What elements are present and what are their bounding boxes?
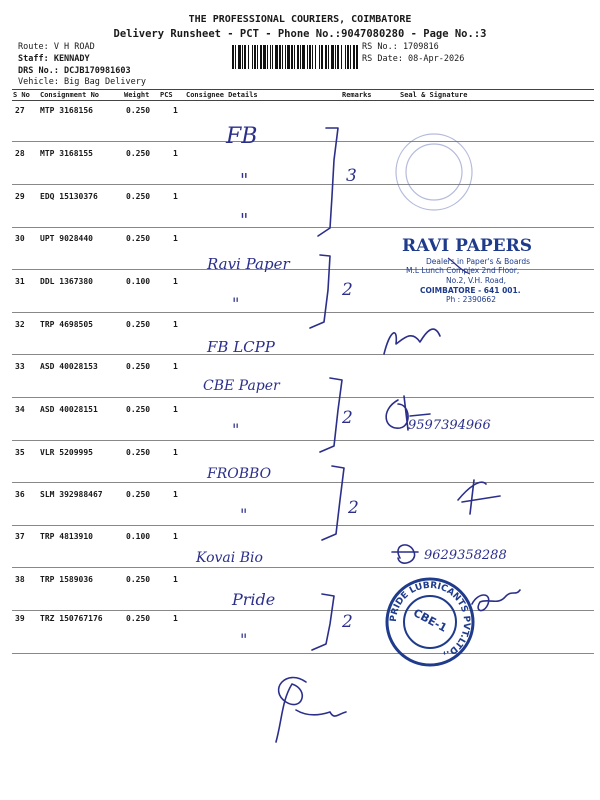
col-seal-signature: Seal & Signature bbox=[400, 91, 468, 99]
row-sno: 27 bbox=[15, 106, 25, 115]
row-pcs: 1 bbox=[173, 614, 178, 623]
handwritten-count: 3 bbox=[346, 166, 357, 186]
faded-seal-inner bbox=[406, 144, 462, 200]
barcode-bar bbox=[270, 45, 271, 69]
barcode-bar bbox=[257, 45, 258, 69]
barcode-bar bbox=[300, 45, 301, 69]
barcode-bar bbox=[297, 45, 299, 69]
barcode-bar bbox=[309, 45, 311, 69]
row-weight: 0.250 bbox=[126, 320, 151, 329]
row-consignment: TRP 4813910 bbox=[40, 532, 93, 541]
barcode-bar bbox=[254, 45, 256, 69]
handwritten-ditto: " bbox=[232, 294, 240, 313]
barcode-bar bbox=[331, 45, 334, 69]
barcode-bar bbox=[341, 45, 342, 69]
barcode-bar bbox=[335, 45, 336, 69]
row-consignment: EDQ 15130376 bbox=[40, 192, 98, 201]
col-consignee: Consignee Details bbox=[186, 91, 258, 99]
row-weight: 0.250 bbox=[126, 106, 151, 115]
barcode-bar bbox=[238, 45, 241, 69]
bracket-mark bbox=[312, 594, 334, 650]
row-sno: 33 bbox=[15, 362, 25, 371]
row-pcs: 1 bbox=[173, 277, 178, 286]
row-weight: 0.250 bbox=[126, 149, 151, 158]
row-sno: 28 bbox=[15, 149, 25, 158]
row-divider bbox=[12, 141, 594, 142]
barcode-bar bbox=[294, 45, 295, 69]
row-consignment: TRZ 150767176 bbox=[40, 614, 103, 623]
handwritten-count: 2 bbox=[342, 612, 353, 632]
row-consignment: MTP 3168156 bbox=[40, 106, 93, 115]
handwritten-cbe-paper: CBE Paper bbox=[203, 378, 280, 394]
row-pcs: 1 bbox=[173, 106, 178, 115]
row-divider bbox=[12, 397, 594, 398]
barcode-bar bbox=[242, 45, 243, 69]
stamp-line: Ph : 2390662 bbox=[446, 295, 496, 304]
barcode-bar bbox=[321, 45, 323, 69]
col-pcs: PCS bbox=[160, 91, 173, 99]
row-sno: 32 bbox=[15, 320, 25, 329]
vehicle-label: Vehicle: Big Bag Delivery bbox=[18, 77, 146, 87]
barcode-bar bbox=[252, 45, 253, 69]
staff-label: Staff: KENNADY bbox=[18, 54, 90, 64]
handwritten-fb-lcpp: FB LCPP bbox=[207, 338, 275, 356]
seal-center-text: CBE-1 bbox=[411, 606, 450, 635]
barcode-bar bbox=[350, 45, 351, 69]
barcode-bar bbox=[353, 45, 355, 69]
row-pcs: 1 bbox=[173, 490, 178, 499]
signature-mark bbox=[472, 590, 520, 611]
barcode-bar bbox=[291, 45, 293, 69]
row-pcs: 1 bbox=[173, 448, 178, 457]
row-consignment: MTP 3168155 bbox=[40, 149, 93, 158]
barcode-bar bbox=[235, 45, 236, 69]
barcode-bar bbox=[345, 45, 346, 69]
handwritten-ravi-paper: Ravi Paper bbox=[207, 255, 290, 273]
barcode-bar bbox=[285, 45, 286, 69]
signature-mark bbox=[392, 545, 418, 563]
barcode-bar bbox=[263, 45, 266, 69]
col-consignment: Consignment No bbox=[40, 91, 100, 99]
barcode-bar bbox=[279, 45, 281, 69]
header-rule-top bbox=[12, 89, 594, 90]
row-weight: 0.250 bbox=[126, 614, 151, 623]
barcode bbox=[232, 45, 358, 69]
row-divider bbox=[12, 525, 594, 526]
barcode-bar bbox=[287, 45, 290, 69]
handwritten-count: 2 bbox=[342, 280, 353, 300]
row-sno: 35 bbox=[15, 448, 25, 457]
handwritten-ditto: " bbox=[240, 505, 248, 524]
stamp-line: M.L Lunch Complex 2nd Floor, bbox=[406, 266, 520, 275]
row-weight: 0.100 bbox=[126, 277, 151, 286]
handwritten-phone: 9597394966 bbox=[408, 418, 491, 433]
row-divider bbox=[12, 354, 594, 355]
row-weight: 0.100 bbox=[126, 532, 151, 541]
barcode-bar bbox=[315, 45, 316, 69]
stamp-line: COIMBATORE - 641 001. bbox=[420, 286, 521, 295]
barcode-bar bbox=[248, 45, 249, 69]
row-sno: 37 bbox=[15, 532, 25, 541]
stamp-company-name: RAVI PAPERS bbox=[402, 236, 533, 256]
rs-date: RS Date: 08-Apr-2026 bbox=[362, 54, 465, 64]
bracket-mark bbox=[322, 466, 344, 540]
barcode-bar bbox=[328, 45, 329, 69]
handwritten-fb: FB bbox=[226, 124, 258, 149]
signature-mark bbox=[384, 329, 440, 354]
handwritten-kovai-bio: Kovai Bio bbox=[196, 550, 263, 566]
row-consignment: VLR 5209995 bbox=[40, 448, 93, 457]
row-consignment: TRP 4698505 bbox=[40, 320, 93, 329]
bracket-mark bbox=[318, 128, 338, 236]
barcode-bar bbox=[282, 45, 283, 69]
barcode-bar bbox=[232, 45, 234, 69]
barcode-bar bbox=[356, 45, 358, 69]
row-divider bbox=[12, 653, 594, 654]
row-weight: 0.250 bbox=[126, 192, 151, 201]
barcode-bar bbox=[302, 45, 305, 69]
row-sno: 39 bbox=[15, 614, 25, 623]
handwritten-count: 2 bbox=[348, 498, 359, 518]
row-divider bbox=[12, 184, 594, 185]
handwritten-ditto: " bbox=[240, 170, 249, 191]
col-weight: Weight bbox=[124, 91, 150, 99]
row-sno: 31 bbox=[15, 277, 25, 286]
row-pcs: 1 bbox=[173, 405, 178, 414]
row-divider bbox=[12, 440, 594, 441]
barcode-bar bbox=[337, 45, 339, 69]
row-consignment: ASD 40028151 bbox=[40, 405, 98, 414]
row-pcs: 1 bbox=[173, 532, 178, 541]
barcode-bar bbox=[260, 45, 262, 69]
faded-seal-ring bbox=[396, 134, 472, 210]
row-weight: 0.250 bbox=[126, 362, 151, 371]
row-sno: 34 bbox=[15, 405, 25, 414]
col-remarks: Remarks bbox=[342, 91, 372, 99]
barcode-bar bbox=[312, 45, 313, 69]
seal-ring-text: PRIDE LUBRICANTS PVT.LTD., bbox=[388, 580, 472, 660]
barcode-bar bbox=[307, 45, 308, 69]
row-sno: 38 bbox=[15, 575, 25, 584]
row-consignment: TRP 1589036 bbox=[40, 575, 93, 584]
signature-mark bbox=[458, 480, 500, 514]
handwritten-phone: 9629358288 bbox=[424, 548, 507, 563]
row-weight: 0.250 bbox=[126, 490, 151, 499]
barcode-bar bbox=[319, 45, 320, 69]
stamp-line: Dealers in Paper's & Boards bbox=[426, 257, 531, 266]
row-pcs: 1 bbox=[173, 320, 178, 329]
handwritten-pride: Pride bbox=[232, 590, 276, 609]
row-sno: 30 bbox=[15, 234, 25, 243]
barcode-bar bbox=[325, 45, 327, 69]
row-pcs: 1 bbox=[173, 149, 178, 158]
row-weight: 0.250 bbox=[126, 575, 151, 584]
signature-mark bbox=[276, 677, 346, 742]
col-sno: S No bbox=[13, 91, 30, 99]
barcode-bar bbox=[272, 45, 273, 69]
row-divider bbox=[12, 227, 594, 228]
row-weight: 0.250 bbox=[126, 448, 151, 457]
barcode-bar bbox=[267, 45, 268, 69]
barcode-bar bbox=[347, 45, 349, 69]
row-sno: 36 bbox=[15, 490, 25, 499]
bracket-mark bbox=[310, 255, 330, 328]
handwritten-ditto: " bbox=[232, 420, 240, 439]
handwritten-frobbo: FROBBO bbox=[207, 466, 272, 482]
row-consignment: ASD 40028153 bbox=[40, 362, 98, 371]
row-divider bbox=[12, 312, 594, 313]
row-consignment: DDL 1367380 bbox=[40, 277, 93, 286]
barcode-bar bbox=[244, 45, 246, 69]
row-consignment: UPT 9028440 bbox=[40, 234, 93, 243]
document-subtitle: Delivery Runsheet - PCT - Phone No.:9047080280 - Page No.:3 bbox=[113, 28, 487, 40]
row-sno: 29 bbox=[15, 192, 25, 201]
stamp-line: No.2, V.H. Road, bbox=[446, 276, 507, 285]
row-pcs: 1 bbox=[173, 234, 178, 243]
drs-number: DRS No.: DCJB170981603 bbox=[18, 66, 131, 76]
row-consignment: SLM 392988467 bbox=[40, 490, 103, 499]
row-pcs: 1 bbox=[173, 362, 178, 371]
barcode-bar bbox=[275, 45, 278, 69]
handwritten-ditto: " bbox=[240, 630, 248, 649]
row-divider bbox=[12, 482, 594, 483]
row-divider bbox=[12, 610, 594, 611]
row-divider bbox=[12, 567, 594, 568]
handwritten-ditto: " bbox=[240, 210, 249, 231]
row-weight: 0.250 bbox=[126, 405, 151, 414]
document-title: THE PROFESSIONAL COURIERS, COIMBATORE bbox=[188, 14, 412, 25]
route-label: Route: V H ROAD bbox=[18, 42, 95, 52]
row-weight: 0.250 bbox=[126, 234, 151, 243]
handwritten-count: 2 bbox=[342, 408, 353, 428]
row-pcs: 1 bbox=[173, 192, 178, 201]
rs-number: RS No.: 1709816 bbox=[362, 42, 439, 52]
row-pcs: 1 bbox=[173, 575, 178, 584]
header-rule-bottom bbox=[12, 100, 594, 101]
